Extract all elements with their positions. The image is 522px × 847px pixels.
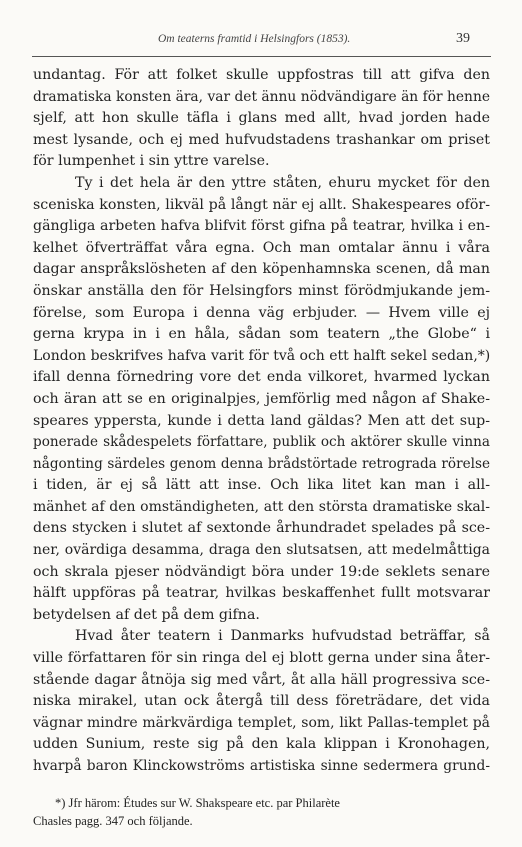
text-line: och skrala pjeser nödvändigt böra under 19:de seklets senare: [33, 563, 490, 580]
text-line: speares yppersta, kunde i detta land gäldas? Men att det sup-: [33, 412, 490, 429]
text-line: undantag. För att folket skulle uppfostras till att gifva den: [33, 67, 490, 83]
text-line: och äran att se en originalpjes, jemförlig med någon af Shake-: [33, 390, 490, 407]
text-line: dagar anspråkslösheten af den köpenhamnska scenen, då man: [33, 261, 490, 278]
text-line: sjelf, att hon skulle täfla i glans med allt, hvad jorden hade: [33, 110, 490, 127]
text-line: ville författaren för sin ringa del ej blott gerna under sina åter-: [33, 650, 490, 667]
page-number: 39: [456, 31, 470, 46]
running-title: Om teaterns framtid i Helsingfors (1853).: [158, 33, 351, 45]
footnote-line: *) Jfr härom: Études sur W. Shakspeare etc. par Philarète: [55, 796, 340, 810]
text-line: London beskrifves hafva varit för två och ett halft sekel sedan,*): [33, 347, 490, 364]
text-line: gängliga arbeten hafva blifvit först gifna på teatrar, hvilka i en-: [33, 218, 490, 235]
text-line: mänhet af den omständigheten, att den största dramatiske skal-: [33, 498, 490, 515]
footnote: [33, 794, 490, 830]
text-line: hvarpå baron Klinckowströms artistiska sinne sedermera grund-: [33, 758, 490, 774]
text-line: för lumpenhet i sin yttre varelse.: [33, 153, 270, 170]
text-line: gerna krypa in i en håla, sådan som teatern „the Globe“ i: [33, 326, 490, 343]
text-line: förelse, som Europa i denna väg erbjuder. — Hvem ville ej: [33, 304, 490, 321]
header-rule: [32, 56, 491, 57]
text-line: sceniska konsten, likväl på långt när ej allt. Shakespeares oför-: [33, 196, 490, 213]
text-line: önskar anställa den för Helsingfors minst förödmjukande jem-: [33, 282, 490, 299]
text-line: kelhet öfverträffat våra egna. Och man omtalar ännu i våra: [33, 239, 490, 256]
paragraph-first-line: Hvad åter teatern i Danmarks hufvudstad beträffar, så: [75, 628, 490, 645]
text-line: mest lysande, och ej med hufvudstadens trashankar om priset: [33, 131, 490, 148]
running-head: [0, 33, 522, 49]
text-line: hälft uppföras på teatrar, hvilkas beskaffenhet fullt motsvarar: [33, 585, 490, 602]
paragraph-first-line: Ty i det hela är den yttre ståten, ehuru mycket för den: [75, 174, 490, 191]
text-line: vägnar mindre märkvärdiga templet, som, likt Pallas-templet på: [33, 714, 490, 731]
text-line: dens stycken i slutet af sextonde århundradet spelades på sce-: [33, 520, 490, 537]
footnote-line: Chasles pagg. 347 och följande.: [33, 814, 193, 828]
text-line: udden Sunium, reste sig på den kala klippan i Kronohagen,: [33, 736, 490, 753]
text-line: ner, ovärdiga desamma, draga den slutsatsen, att medelmåttiga: [33, 542, 490, 559]
text-line: i tiden, är ej så lätt att inse. Och lika litet kan man i all-: [33, 477, 490, 494]
text-line: ponerade skådespelets författare, publik och aktörer skulle vinna: [33, 434, 490, 451]
text-line: niska mirakel, utan ock återgå till dess företrädare, det vida: [33, 693, 490, 710]
text-line: ifall denna förnedring vore det enda vilkoret, hvarmed lyckan: [33, 369, 490, 386]
body-text: [33, 65, 490, 778]
text-line: betydelsen af det på dem gifna.: [33, 606, 260, 623]
text-line: dramatiska konsten ära, var det ännu nödvändigare än för henne: [33, 88, 490, 105]
text-line: stående dagar åtnöja sig med vårt, åt alla häll progressiva sce-: [33, 671, 490, 688]
text-line: någonting särdeles genom denna brådstörtade retrograda rörelse: [33, 455, 490, 472]
